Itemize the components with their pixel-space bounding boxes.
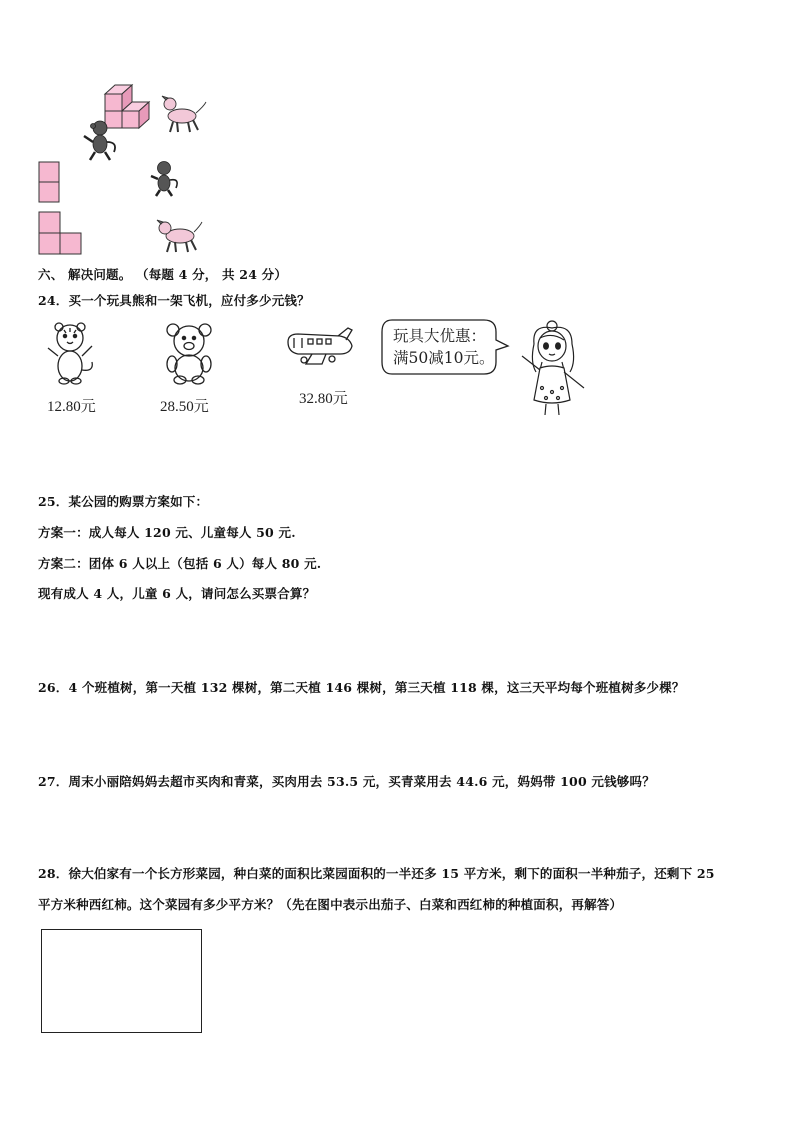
- price-teddy-bear: 28.50元: [160, 399, 209, 415]
- question-24: 24．买一个玩具熊和一架飞机，应付多少元钱？: [38, 293, 310, 308]
- bubble-line-1: 玩具大优惠：: [393, 327, 487, 345]
- plan-1: 方案一：成人每人 120 元、儿童每人 50 元.: [38, 525, 296, 540]
- price-airplane: 32.80元: [299, 391, 348, 407]
- bubble-line-2: 满50减10元。: [393, 349, 495, 367]
- dog-icon: [157, 220, 202, 252]
- plan-2: 方案二：团体 6 人以上（包括 6 人）每人 80 元.: [38, 556, 322, 571]
- question-27: 27．周末小丽陪妈妈去超市买肉和青菜，买肉用去 53.5 元，买青菜用去 44.6 元，妈妈带 100 元钱够吗？: [38, 774, 655, 789]
- cube-views-figure: [30, 80, 230, 260]
- section-heading: 六、 解决问题。 （每题 4 分， 共 24 分）: [38, 267, 288, 282]
- tiger-toy-icon: [40, 318, 100, 390]
- question-28-line-1: 28．徐大伯家有一个长方形菜园，种白菜的面积比菜园面积的一半还多 15 平方米，剩下的面积一半种茄子，还剩下 25: [38, 866, 715, 881]
- cube-stack: [105, 85, 149, 128]
- question-28-line-2: 平方米种西红柿。这个菜园有多少平方米？（先在图中表示出茄子、白菜和西红柿的种植面积，再解答）: [38, 897, 623, 912]
- side-view: [39, 212, 81, 254]
- monkey-icon: [151, 162, 177, 197]
- airplane-toy-icon: [282, 326, 356, 368]
- dog-icon: [162, 96, 206, 132]
- price-tiger: 12.80元: [47, 399, 96, 415]
- teddy-bear-icon: [160, 320, 218, 386]
- question-25-ask: 现有成人 4 人，儿童 6 人，请问怎么买票合算？: [38, 586, 316, 601]
- question-26: 26．4 个班植树，第一天植 132 棵树，第二天植 146 棵树，第三天植 118 棵，这三天平均每个班植树多少棵？: [38, 680, 685, 695]
- question-25: 25．某公园的购票方案如下：: [38, 494, 209, 509]
- front-view: [39, 162, 59, 202]
- garden-rectangle[interactable]: [41, 929, 202, 1033]
- girl-icon: [512, 318, 594, 418]
